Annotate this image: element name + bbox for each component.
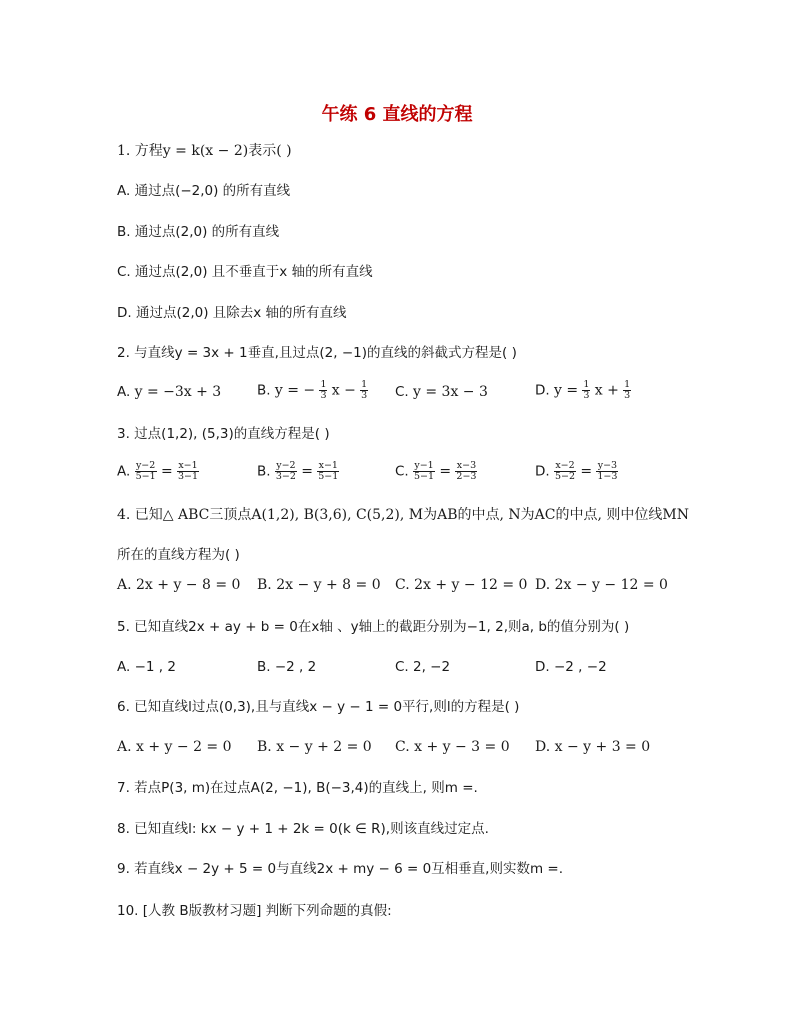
question-2-option-b	[257, 380, 368, 401]
option-label: D.	[535, 463, 550, 480]
question-6-stem: 6. 已知直线l过点(0,3),且与直线x − y − 1 = 0平行,则l的方程是( )	[117, 699, 520, 715]
fraction: $\frac{y-1}{5-1}$	[414, 460, 435, 482]
option-expression: x +	[594, 382, 619, 399]
option-label: A.	[117, 463, 131, 480]
question-1-option-a: A. 通过点(−2,0) 的所有直线	[117, 183, 291, 199]
fraction: $\frac{x-1}{3-1}$	[177, 460, 199, 482]
fraction: $\frac{y-2}{5-1}$	[135, 460, 156, 482]
question-1-stem: 1. 方程y = k(x − 2)表示( )	[117, 143, 292, 159]
question-5-option-b: B. −2 , 2	[257, 659, 317, 675]
question-3-option-b: B. $\frac{y-2}{3-2}$ = $\frac{x-1}{5-1}$	[257, 460, 339, 482]
page-title: 午练 6 直线的方程	[321, 104, 473, 125]
question-4-option-c: C. 2x + y − 12 = 0	[395, 577, 528, 593]
option-expression: x −	[331, 382, 356, 399]
question-5-stem: 5. 已知直线2x + ay + b = 0在x轴 、y轴上的截距分别为−1, 2,则a, b的值分别为( )	[117, 619, 630, 635]
question-4-option-a: A. 2x + y − 8 = 0	[117, 577, 241, 593]
question-1-option-c: C. 通过点(2,0) 且不垂直于x 轴的所有直线	[117, 264, 373, 280]
option-expression: y =	[553, 382, 579, 399]
option-label: A.	[117, 384, 131, 400]
option-expression: y = −	[274, 382, 316, 399]
question-6-option-c: C. x + y − 3 = 0	[395, 739, 510, 755]
question-5-option-c: C. 2, −2	[395, 659, 451, 675]
question-3-option-d: D. $\frac{x-2}{5-2}$ = $\frac{y-3}{1-3}$	[535, 460, 618, 482]
option-expression: y = −3x + 3	[134, 384, 222, 400]
question-10: 10. [人教 B版教材习题] 判断下列命题的真假:	[117, 903, 392, 919]
question-6-option-a: A. x + y − 2 = 0	[117, 739, 232, 755]
fraction: $\frac{x-3}{2-3}$	[456, 460, 477, 482]
question-3-option-c: C. $\frac{y-1}{5-1}$ = $\frac{x-3}{2-3}$	[395, 460, 477, 482]
question-3-stem: 3. 过点(1,2), (5,3)的直线方程是( )	[117, 426, 330, 442]
question-5-option-d: D. −2 , −2	[535, 659, 607, 675]
question-4-option-d: D. 2x − y − 12 = 0	[535, 577, 668, 593]
option-label: B.	[257, 382, 271, 399]
question-5-option-a: A. −1 , 2	[117, 659, 176, 675]
fraction: $\frac{y-3}{1-3}$	[597, 460, 618, 482]
question-6-option-b: B. x − y + 2 = 0	[257, 739, 372, 755]
question-6-option-d: D. x − y + 3 = 0	[535, 739, 651, 755]
question-2-option-d	[535, 380, 631, 401]
option-label: C.	[395, 384, 409, 400]
question-2-stem: 2. 与直线y = 3x + 1垂直,且过点(2, −1)的直线的斜截式方程是( )	[117, 345, 517, 361]
question-2-option-a	[117, 382, 221, 402]
fraction: $\frac{1}{3}$	[361, 379, 368, 401]
fraction: $\frac{1}{3}$	[624, 379, 631, 401]
question-1-option-d: D. 通过点(2,0) 且除去x 轴的所有直线	[117, 305, 347, 321]
fraction: $\frac{x-2}{5-2}$	[554, 460, 576, 482]
question-7: 7. 若点P(3, m)在过点A(2, −1), B(−3,4)的直线上, 则m =.	[117, 780, 478, 796]
fraction: $\frac{x-1}{5-1}$	[318, 460, 339, 482]
question-4-option-b: B. 2x − y + 8 = 0	[257, 577, 381, 593]
fraction: $\frac{y-2}{3-2}$	[275, 460, 296, 482]
question-8: 8. 已知直线l: kx − y + 1 + 2k = 0(k ∈ R),则该直线过定点.	[117, 821, 489, 837]
question-1-option-b: B. 通过点(2,0) 的所有直线	[117, 224, 280, 240]
option-label: D.	[535, 382, 550, 399]
question-4-stem-continued: 所在的直线方程为( )	[117, 547, 240, 563]
option-label: C.	[395, 463, 409, 480]
question-3-option-a: A. $\frac{y-2}{5-1}$ = $\frac{x-1}{3-1}$	[117, 460, 199, 482]
question-9: 9. 若直线x − 2y + 5 = 0与直线2x + my − 6 = 0互相垂直,则实数m =.	[117, 861, 564, 877]
option-label: B.	[257, 463, 271, 480]
question-4-stem: 4. 已知△ ABC三顶点A(1,2), B(3,6), C(5,2), M为AB的中点, N为AC的中点, 则中位线MN	[117, 507, 689, 523]
question-2-option-c	[395, 382, 488, 402]
fraction: $\frac{1}{3}$	[320, 379, 327, 401]
fraction: $\frac{1}{3}$	[583, 379, 590, 401]
option-expression: y = 3x − 3	[413, 384, 488, 400]
